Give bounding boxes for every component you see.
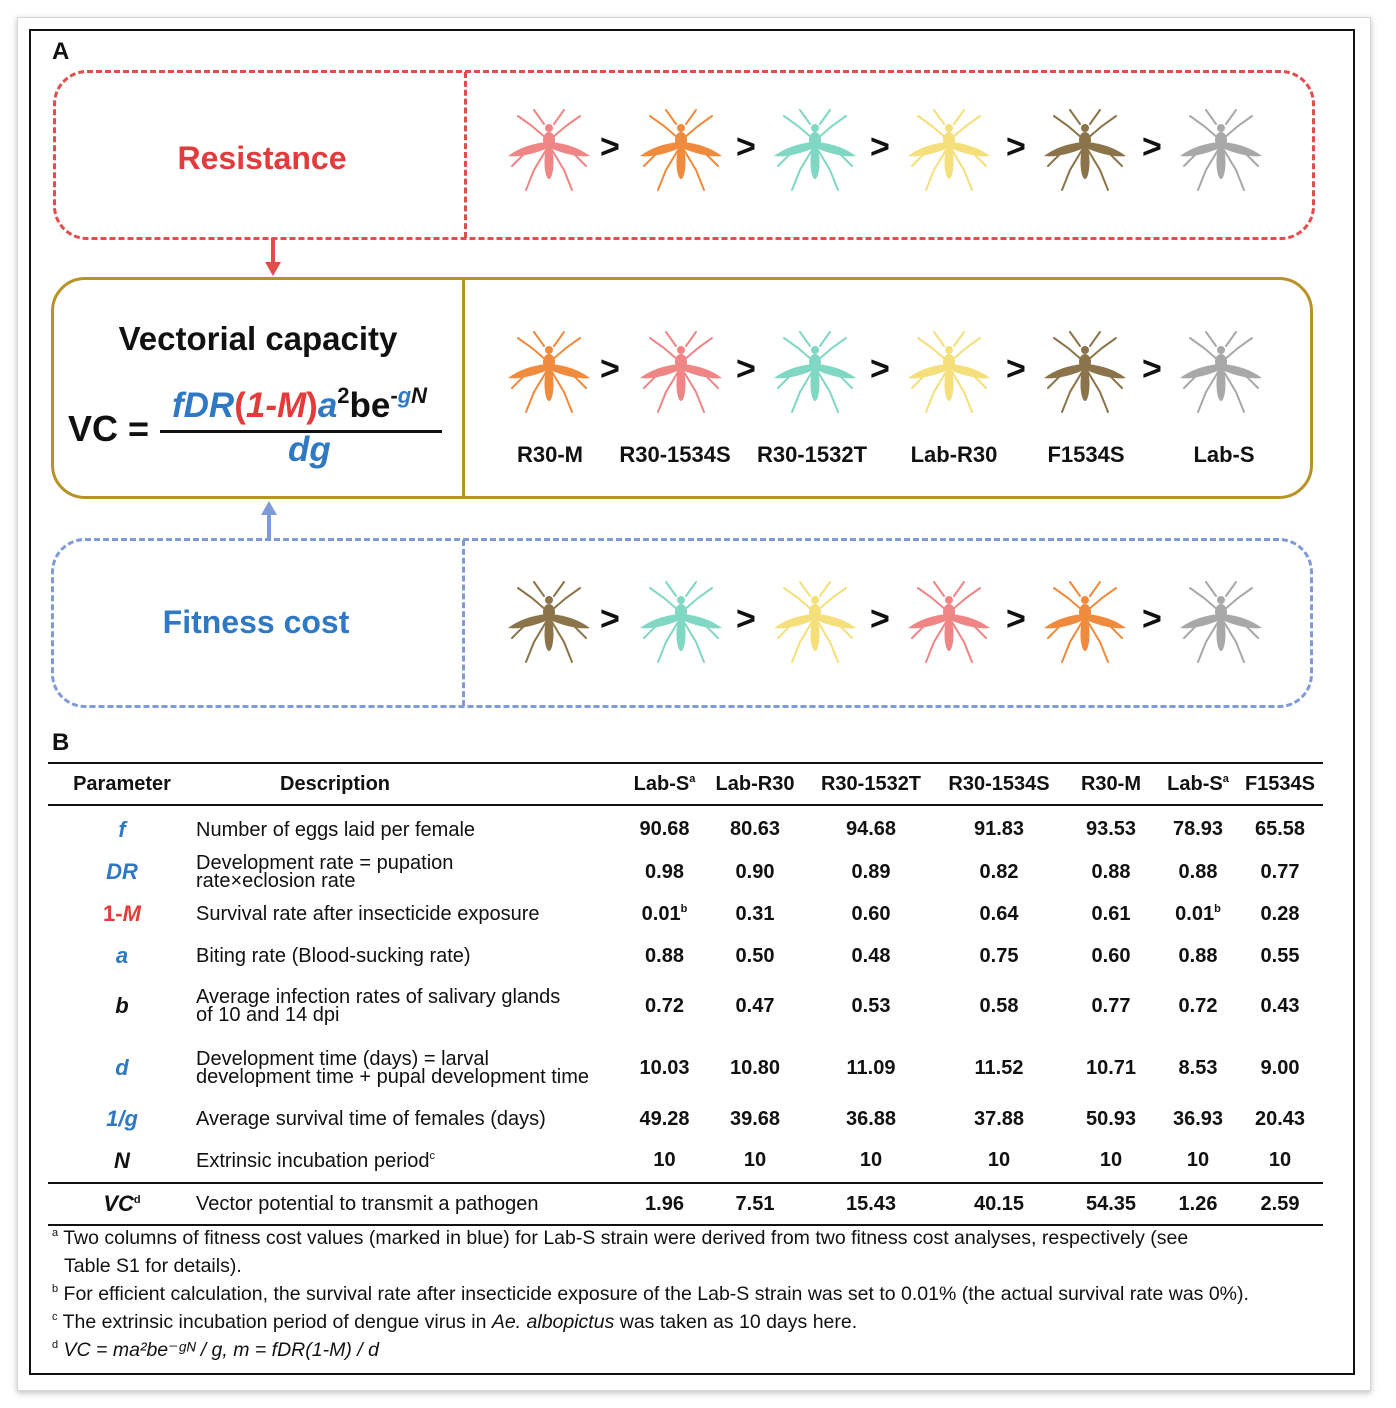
table-cell-value: 1.26 [1178, 1192, 1218, 1215]
resistance-greater-than-1: > [600, 128, 620, 166]
table-cell-value: 0.43 [1260, 994, 1300, 1017]
table-cell-value: 0.89 [851, 860, 891, 883]
table-cell-value: 0.53 [851, 994, 891, 1017]
strain-label-f1534s: F1534S [1047, 442, 1125, 467]
parameter-description: Development time (days) = larval development time + pupal development time [196, 1048, 590, 1088]
table-header-cell [1063, 763, 1159, 805]
footnote-b-mark: b [52, 1283, 59, 1295]
footnote-c-mark: c [52, 1311, 58, 1323]
parameter-symbol: d [115, 1055, 129, 1080]
table-cell-value: 0.55 [1260, 944, 1300, 967]
table-cell-value: 10 [1186, 1149, 1210, 1171]
table-cell-value: 11.52 [974, 1056, 1024, 1079]
parameter-description: Average infection rates of salivary glands of 10 and 14 dpi [196, 986, 561, 1026]
table-cell-value: 1.96 [645, 1192, 684, 1215]
formula-numerator [172, 383, 427, 426]
fitness-arrow [258, 499, 280, 541]
strain-label-r30-1532t: R30-1532T [756, 442, 868, 467]
resistance-arrow [262, 238, 284, 278]
table-cell-value: 10 [1099, 1149, 1123, 1171]
table-cell-value: 0.58 [979, 994, 1019, 1017]
parameter-symbol: b [115, 993, 129, 1018]
table-cell-value: 0.28 [1260, 902, 1300, 925]
footnote-c-post: was taken as 10 days here. [614, 1311, 858, 1333]
footnote-b [52, 1280, 1342, 1308]
table-cell-value: 0.50 [735, 944, 775, 967]
table-header-cell [1159, 763, 1237, 805]
table-cell-value: 50.93 [1085, 1107, 1137, 1130]
table-header-cell [1237, 763, 1323, 805]
table-header-footnote-mark: a [689, 772, 696, 785]
table-cell-value: 0.77 [1091, 994, 1131, 1017]
table-header-label: Parameter [73, 772, 171, 795]
formula-be: be [349, 386, 391, 425]
footnote-a-cont [52, 1252, 1342, 1280]
table-cell-value: 0.61 [1091, 902, 1131, 925]
vectorial-mosquito-icon-2 [636, 326, 726, 416]
parameter-description: Extrinsic incubation period$^c$ [196, 1149, 435, 1172]
table-header-cell [48, 763, 196, 805]
table-header-row [48, 763, 1323, 805]
fitness-mosquito-icon-5 [1040, 576, 1130, 666]
formula-one-minus-m: 1-M [245, 386, 307, 425]
parameter-table [48, 762, 1323, 1226]
resistance-greater-than-4: > [1006, 128, 1026, 166]
resistance-greater-than-5: > [1142, 128, 1162, 166]
table-cell-value: 0.82 [979, 860, 1019, 883]
parameter-symbol: 1/g [106, 1106, 138, 1131]
table-header-label: R30-M [1080, 772, 1141, 795]
resistance-mosquito-icon-6 [1176, 104, 1266, 194]
table-cell-value: 0.88 [1178, 944, 1218, 967]
fitness-mosquito-icon-1 [504, 576, 594, 666]
parameter-symbol: DR [106, 859, 138, 884]
table-header-cell [807, 763, 935, 805]
table-cell-value: 0.88 [1091, 860, 1131, 883]
table-cell-value: 0.75 [979, 944, 1019, 967]
formula-fdr: fDR [172, 386, 235, 425]
strain-label-r30-1534s: R30-1534S [619, 442, 731, 467]
footnote-c [52, 1308, 1342, 1336]
footnote-d-text: VC = ma²be⁻ᵍᴺ / g, m = fDR(1-M) / d [63, 1339, 379, 1361]
table-cell-value: 0.77 [1260, 860, 1300, 883]
formula-exp-g: g [397, 383, 412, 408]
parameter-symbol: N [114, 1147, 130, 1173]
table-header-cell [196, 763, 626, 805]
panel-a-label: A [52, 38, 70, 65]
table-cell-value: 0.88 [1178, 860, 1218, 883]
table-cell-value: 10 [743, 1149, 767, 1171]
formula-open-paren: ( [234, 386, 246, 425]
table-cell-value: 11.09 [846, 1056, 896, 1079]
formula-exp-n: N [411, 383, 428, 408]
fitness-title: Fitness cost [162, 604, 350, 640]
footnote-c-species: Ae. albopictus [491, 1311, 615, 1333]
table-cell-value: 0.90 [735, 860, 775, 883]
table-header-label: Lab-S [633, 772, 690, 795]
table-cell-value: 0.72 [1178, 994, 1218, 1017]
table-cell-value: 65.58 [1254, 818, 1306, 840]
fitness-greater-than-4: > [1006, 600, 1026, 638]
vectorial-mosquito-icon-3 [770, 326, 860, 416]
table-row [48, 1099, 1323, 1139]
formula-a: a [317, 386, 338, 425]
parameter-description: Average survival time of females (days) [196, 1108, 546, 1130]
formula-close-paren: ) [306, 386, 318, 425]
resistance-title: Resistance [177, 140, 347, 176]
table-header-footnote-mark: a [1222, 772, 1229, 785]
footnote-a-text2: Table S1 for details). [64, 1255, 242, 1277]
parameter-symbol: $VC^d$ [103, 1191, 141, 1216]
table-cell-value: 40.15 [973, 1192, 1025, 1215]
strain-label-lab-s: Lab-S [1193, 442, 1255, 467]
table-row [48, 805, 1323, 853]
table-row [48, 1037, 1323, 1099]
resistance-mosquito-icon-4 [904, 104, 994, 194]
table-cell-value: 91.83 [973, 818, 1025, 840]
table-cell-value: 78.93 [1172, 818, 1224, 840]
table-header-label: Description [280, 772, 391, 795]
vectorial-mosquito-icon-6 [1176, 326, 1266, 416]
vectorial-greater-than-4: > [1006, 350, 1026, 388]
fitness-mosquito-icon-2 [636, 576, 726, 666]
table-cell-value: 7.51 [735, 1192, 775, 1215]
vectorial-greater-than-2: > [736, 350, 756, 388]
parameter-description: Development rate = pupation rate×eclosion rate [196, 852, 454, 892]
table-cell-value: 10 [1268, 1149, 1292, 1171]
table-header-cell [703, 763, 807, 805]
table-cell-value: 0.64 [979, 902, 1019, 925]
vectorial-greater-than-5: > [1142, 350, 1162, 388]
table-cell-value: 39.68 [729, 1107, 781, 1130]
vectorial-title: Vectorial capacity [118, 320, 398, 357]
table-cell-value: 49.28 [639, 1107, 690, 1130]
table-cell-value: 0.47 [735, 994, 775, 1017]
table-cell-value: 10 [653, 1149, 676, 1171]
table-cell-value: 0.31 [735, 902, 775, 925]
vectorial-greater-than-1: > [600, 350, 620, 388]
table-cell-value: 0.88 [645, 944, 684, 967]
fitness-greater-than-2: > [736, 600, 756, 638]
table-cell-value: 90.68 [639, 818, 690, 840]
table-cell-value: 0.98 [645, 860, 684, 883]
panel-b-label: B [52, 729, 70, 756]
formula-exp-minus: - [390, 383, 398, 408]
parameter-symbol: a [115, 943, 129, 968]
footnote-a-mark: a [52, 1227, 59, 1239]
table-cell-value: 80.63 [729, 818, 781, 840]
table-cell-value: 10 [859, 1149, 883, 1171]
footnote-d [52, 1336, 1342, 1364]
resistance-mosquito-icon-5 [1040, 104, 1130, 194]
fitness-greater-than-3: > [870, 600, 890, 638]
footnote-b-text: For efficient calculation, the survival rate after insecticide exposure of the Lab-S strain was set to 0.01% (the actual survival rate was 0%). [63, 1283, 1249, 1305]
table-cell-value: 10.80 [729, 1056, 781, 1079]
table-cell-value: 0.01$^b$ [641, 902, 688, 925]
footnotes [52, 1224, 1342, 1364]
resistance-greater-than-3: > [870, 128, 890, 166]
vectorial-mosquito-icon-4 [904, 326, 994, 416]
parameter-description: Survival rate after insecticide exposure [196, 903, 540, 925]
vectorial-mosquito-icon-5 [1040, 326, 1130, 416]
parameter-symbol: f [118, 816, 126, 842]
resistance-divider [464, 72, 467, 238]
parameter-description: Number of eggs laid per female [196, 818, 476, 841]
table-cell-value: 37.88 [973, 1107, 1025, 1130]
table-cell-value: 0.60 [851, 902, 891, 925]
footnote-a [52, 1224, 1342, 1252]
parameter-description: Biting rate (Blood-sucking rate) [196, 945, 471, 967]
table-cell-value: 36.93 [1172, 1107, 1224, 1130]
table-row [48, 1139, 1323, 1183]
table-cell-value: 15.43 [845, 1192, 897, 1215]
fitness-mosquito-icon-6 [1176, 576, 1266, 666]
formula-square: 2 [337, 383, 350, 408]
table-cell-value: 94.68 [845, 818, 897, 840]
vectorial-greater-than-3: > [870, 350, 890, 388]
table-cell-value: 20.43 [1254, 1107, 1306, 1130]
table-cell-value: 8.53 [1178, 1056, 1218, 1079]
parameter-description: Vector potential to transmit a pathogen [196, 1193, 539, 1215]
table-header-cell [626, 763, 703, 805]
table-header-label: Lab-S [1167, 772, 1223, 795]
table-header-label: F1534S [1244, 772, 1316, 795]
table-header-label: Lab-R30 [715, 772, 795, 795]
formula-denominator: dg [288, 430, 331, 469]
table-cell-value: 93.53 [1085, 818, 1137, 840]
resistance-mosquito-icon-1 [504, 104, 594, 194]
table-cell-value: 0.48 [851, 944, 891, 967]
table-row [48, 975, 1323, 1037]
table-row [48, 1183, 1323, 1225]
fitness-mosquito-icon-3 [770, 576, 860, 666]
table-cell-value: 36.88 [845, 1107, 897, 1130]
table-row [48, 937, 1323, 975]
table-header-label: R30-1532T [820, 772, 922, 795]
strain-label-lab-r30: Lab-R30 [910, 442, 998, 467]
resistance-mosquito-icon-2 [636, 104, 726, 194]
footnote-a-text1: Two columns of fitness cost values (marked in blue) for Lab-S strain were derived from two fitness cost analyses, respectively (see [63, 1227, 1189, 1249]
footnote-c-pre: The extrinsic incubation period of dengue virus in [62, 1311, 492, 1333]
table-cell-value: 10 [987, 1149, 1011, 1171]
resistance-greater-than-2: > [736, 128, 756, 166]
table-cell-value: 10.71 [1085, 1056, 1137, 1079]
parameter-symbol: 1-M [103, 901, 141, 926]
table-cell-value: 10.03 [639, 1056, 690, 1079]
table-cell-value: 0.72 [645, 994, 684, 1017]
vectorial-divider [462, 279, 465, 497]
resistance-mosquito-icon-3 [770, 104, 860, 194]
table-cell-value: 2.59 [1260, 1192, 1300, 1215]
table-header-label: R30-1534S [948, 772, 1050, 795]
vectorial-mosquito-icon-1 [504, 326, 594, 416]
fitness-greater-than-5: > [1142, 600, 1162, 638]
formula-lhs: VC = [68, 408, 150, 449]
table-cell-value: 54.35 [1085, 1192, 1137, 1215]
formula-exponent [390, 383, 427, 408]
table-cell-value: 9.00 [1260, 1056, 1300, 1079]
fitness-mosquito-icon-4 [904, 576, 994, 666]
fitness-divider [462, 540, 465, 706]
table-cell-value: 0.01$^b$ [1175, 902, 1221, 925]
table-row [48, 891, 1323, 937]
fitness-greater-than-1: > [600, 600, 620, 638]
table-row [48, 853, 1323, 891]
strain-label-r30-m: R30-M [516, 442, 583, 467]
table-cell-value: 0.60 [1091, 944, 1131, 967]
table-header-cell [935, 763, 1063, 805]
footnote-d-mark: d [52, 1339, 59, 1351]
